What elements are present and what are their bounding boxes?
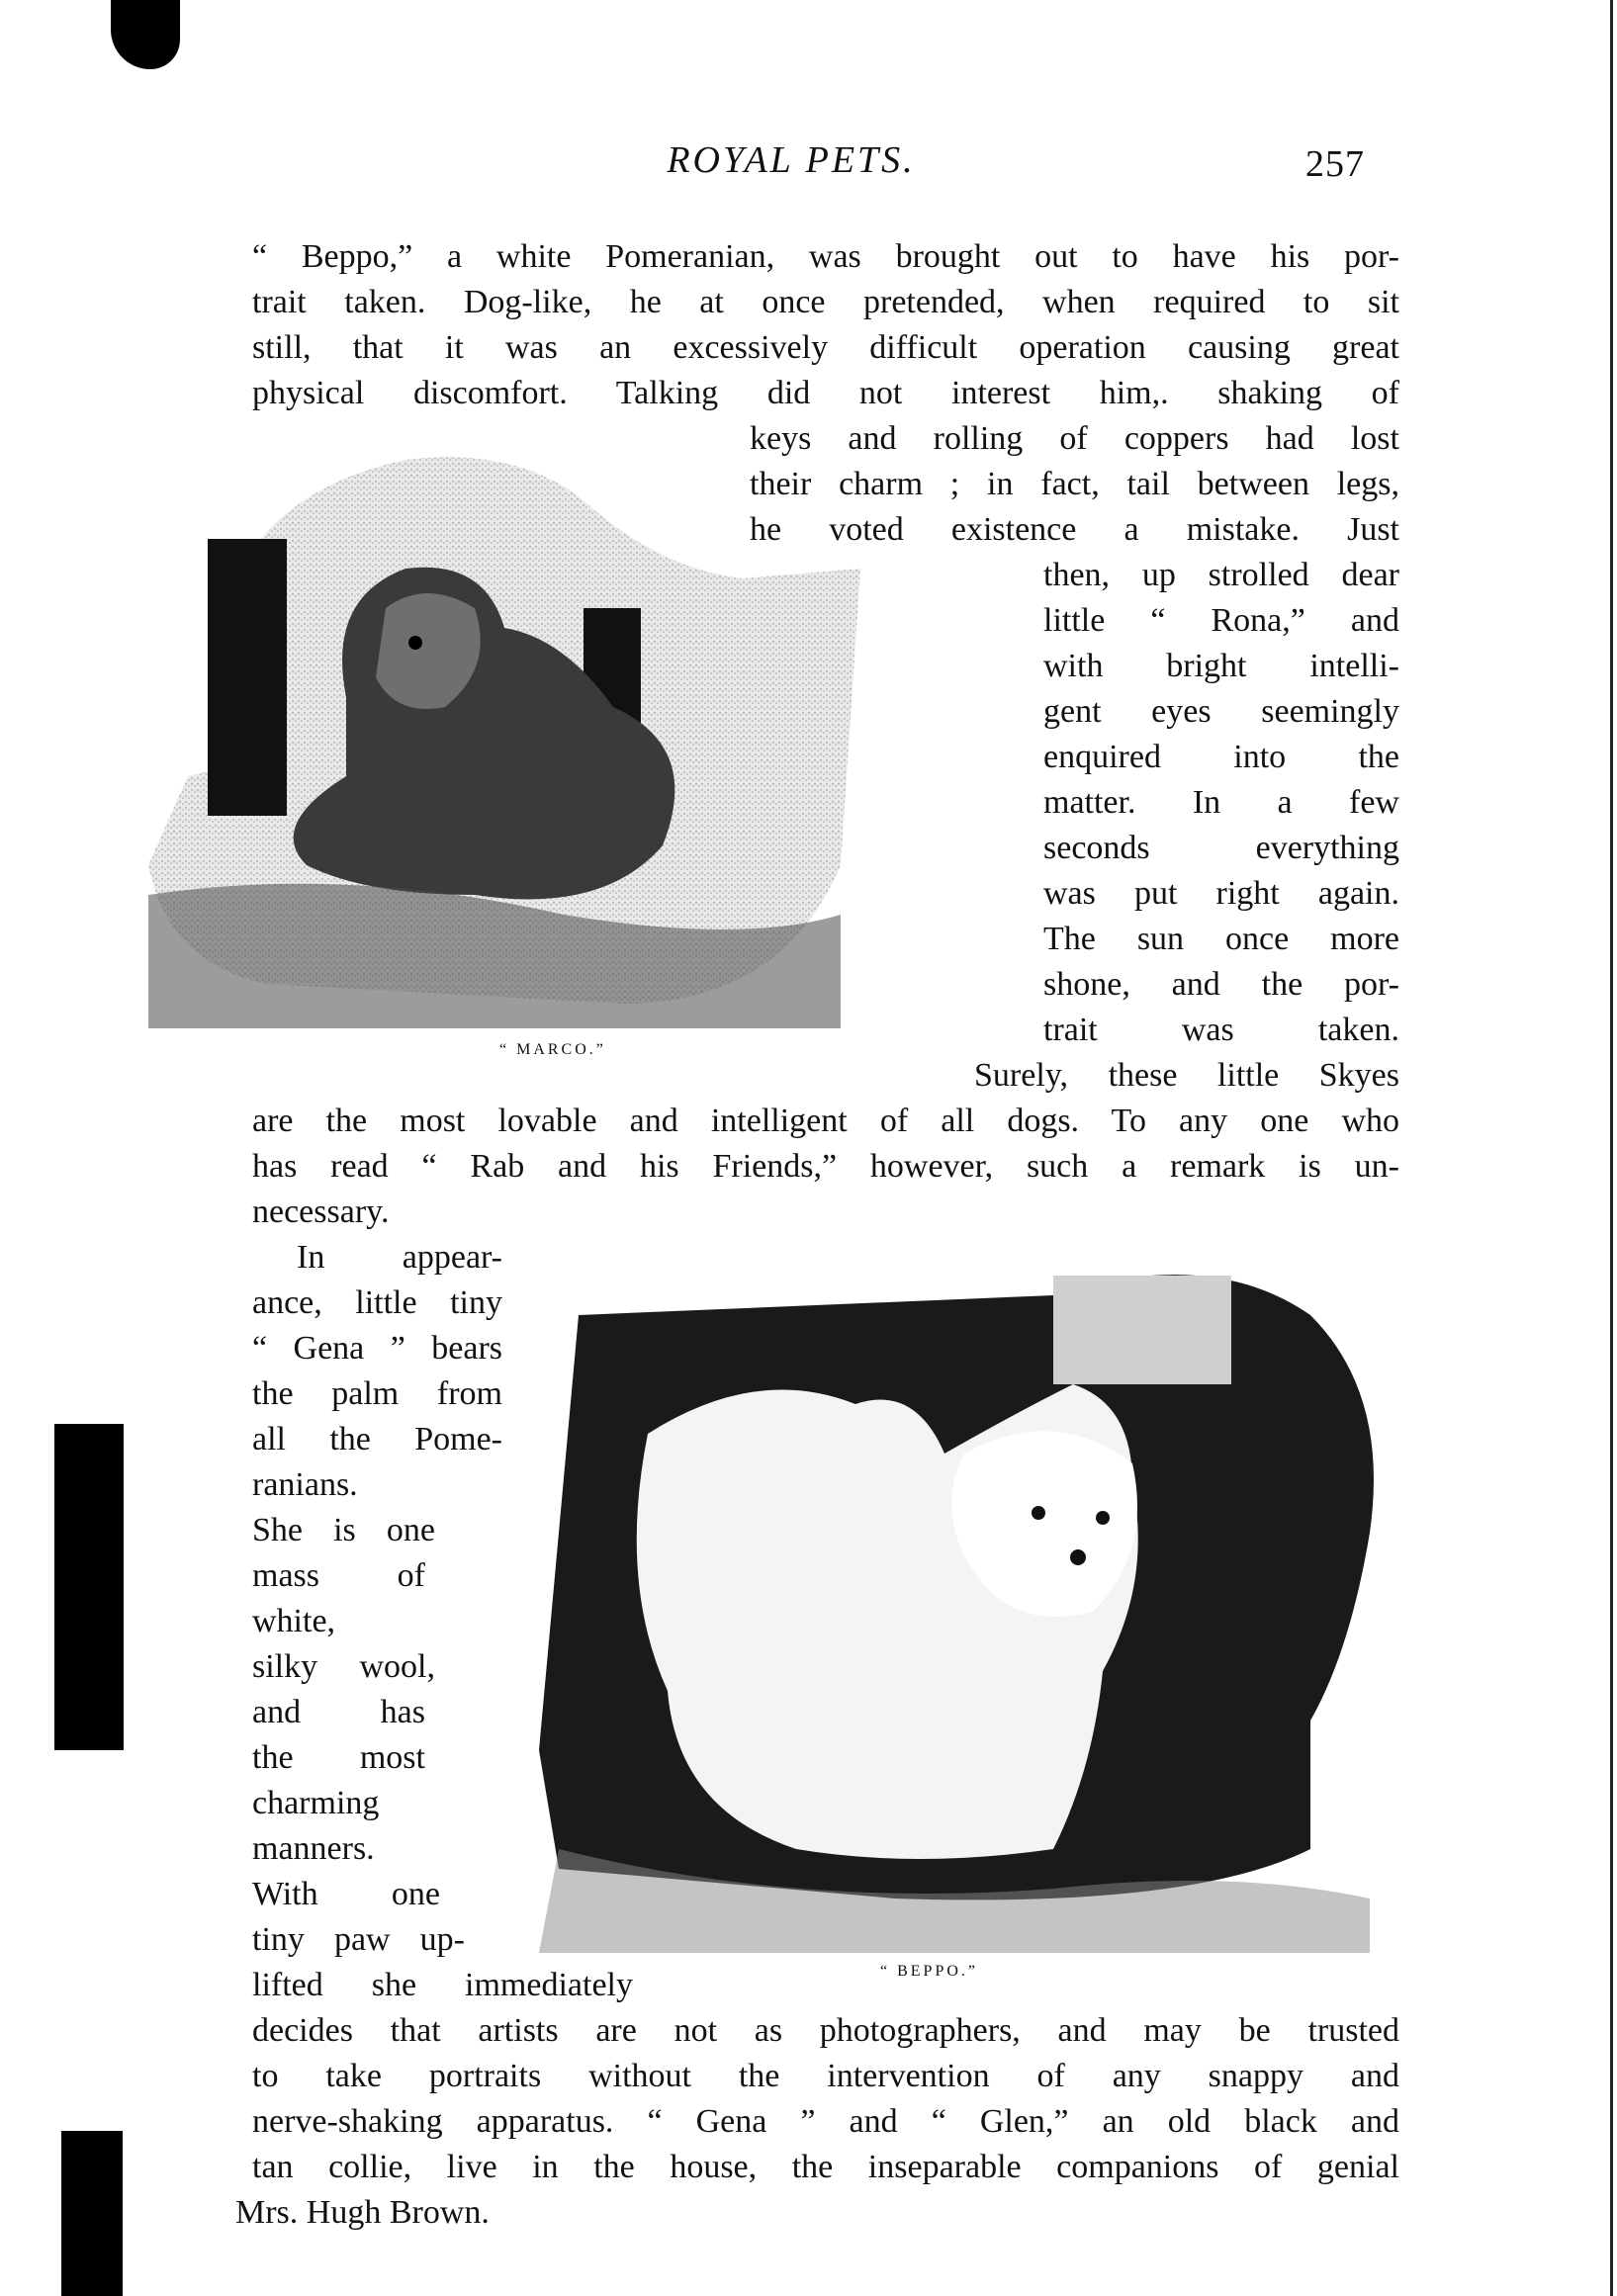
marco-caption: “ MARCO.” — [499, 1041, 606, 1058]
text-line: The sun once more — [1043, 921, 1399, 957]
text-line: trait was taken. — [1043, 1012, 1399, 1048]
text-line: the palm from — [252, 1375, 502, 1412]
text-line: “ Gena ” bears — [252, 1330, 502, 1367]
text-line: Mrs. Hugh Brown. — [235, 2194, 490, 2231]
text-line: are the most lovable and intelligent of all dogs. To any one who — [252, 1103, 1399, 1139]
text-line: ance, little tiny — [252, 1284, 502, 1321]
text-line: In appear- — [297, 1239, 502, 1276]
text-line: shone, and the por- — [1043, 966, 1399, 1003]
text-line: With one — [252, 1876, 440, 1912]
text-line: all the Pome- — [252, 1421, 502, 1457]
text-line: physical discomfort. Talking did not interest him,. shaking of — [252, 375, 1399, 411]
text-line: charming — [252, 1785, 380, 1821]
text-line: their charm ; in fact, tail between legs, — [750, 466, 1399, 502]
text-line: then, up strolled dear — [1043, 557, 1399, 593]
text-line: manners. — [252, 1830, 375, 1867]
text-line: and has — [252, 1694, 425, 1730]
page-edge-line — [1610, 0, 1613, 2296]
text-line: gent eyes seemingly — [1043, 693, 1399, 730]
text-line: She is one — [252, 1512, 435, 1548]
beppo-illustration — [499, 1256, 1404, 1953]
text-line: the most — [252, 1739, 425, 1776]
text-line: “ Beppo,” a white Pomeranian, was brought out to have his por- — [252, 238, 1399, 275]
text-line: tan collie, live in the house, the inseparable companions of genial — [252, 2149, 1399, 2185]
text-line: to take portraits without the intervention of any snappy and — [252, 2058, 1399, 2094]
text-line: keys and rolling of coppers had lost — [750, 420, 1399, 457]
text-line: little “ Rona,” and — [1043, 602, 1399, 639]
text-line: mass of — [252, 1557, 425, 1594]
text-line: nerve-shaking apparatus. “ Gena ” and “ Glen,” an old black and — [252, 2103, 1399, 2140]
scan-smudge-left-bottom — [61, 2131, 123, 2296]
text-line: tiny paw up- — [252, 1921, 465, 1958]
text-line: seconds everything — [1043, 830, 1399, 866]
text-line: white, — [252, 1603, 336, 1639]
scan-smudge-top — [111, 0, 180, 69]
text-line: still, that it was an excessively difficult operation causing great — [252, 329, 1399, 366]
text-line: was put right again. — [1043, 875, 1399, 912]
text-line: trait taken. Dog-like, he at once pretended, when required to sit — [252, 284, 1399, 320]
text-line: enquired into the — [1043, 739, 1399, 775]
text-line: has read “ Rab and his Friends,” however, such a remark is un- — [252, 1148, 1399, 1185]
text-line: necessary. — [252, 1193, 390, 1230]
text-line: lifted she immediately — [252, 1967, 633, 2003]
running-header: ROYAL PETS. — [667, 139, 916, 181]
text-line: matter. In a few — [1043, 784, 1399, 821]
text-line: decides that artists are not as photographers, and may be trusted — [252, 2012, 1399, 2049]
text-line: Surely, these little Skyes — [974, 1057, 1399, 1094]
text-line: with bright intelli- — [1043, 648, 1399, 684]
text-line: silky wool, — [252, 1648, 435, 1685]
scan-smudge-left-mid — [54, 1424, 124, 1750]
page-number: 257 — [1305, 143, 1365, 185]
beppo-caption: “ BEPPO.” — [880, 1963, 978, 1980]
text-line: ranians. — [252, 1466, 358, 1503]
text-line: he voted existence a mistake. Just — [750, 511, 1399, 548]
